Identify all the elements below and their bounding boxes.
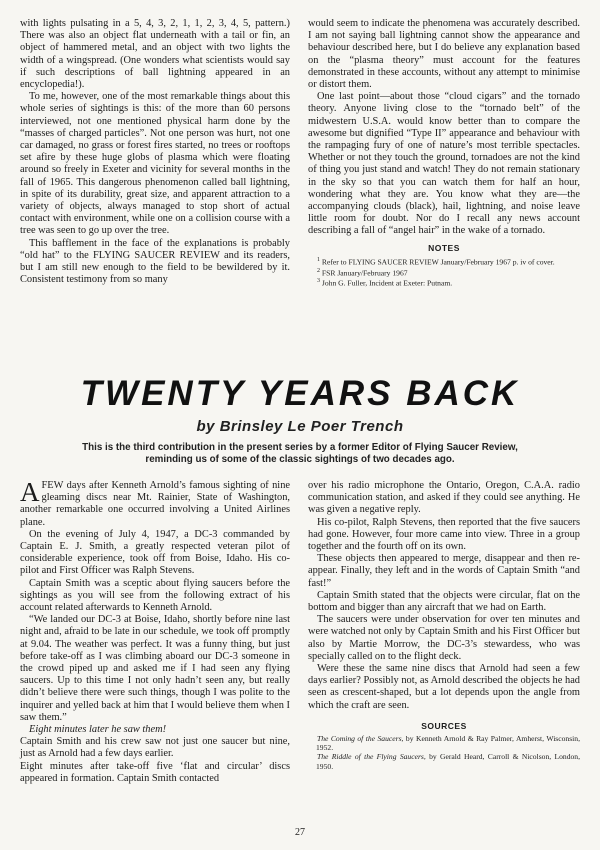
paragraph: Eight minutes after take-off five ‘flat and circular’ discs appeared in formation. Captain Smith contacted <box>20 760 290 784</box>
paragraph: “We landed our DC-3 at Boise, Idaho, shortly before nine last night and, afraid to be late in our schedule, we took off promptly at 9.04. The weather was perfect. It was a funny thing, but just before take-off as I was climbing aboard our DC-3 someone in the crowd piped up and asked me if I had seen any flying saucers. Up to this time I not only hadn’t seen any, but really didn’t believe there were such things, though I was polite to the inquirer and yelled back at him that I would believe them when I saw them.” <box>20 614 290 723</box>
note-number: 1 <box>317 256 320 263</box>
notes-heading: NOTES <box>428 242 460 253</box>
paragraph: These objects then appeared to merge, disappear and then re-appear. Finally, they left and in the words of Captain Smith “and fast!” <box>308 553 580 589</box>
source-item <box>308 752 580 770</box>
paragraph: would seem to indicate the phenomena was accurately described. I am not saying ball lightning cannot show the appearance and behaviour described here, but I do believe any explanation based on the “plasma theory” must account for the features demonstrated in these accounts, without any attempt to minimise or distort them. <box>308 18 580 91</box>
paragraph: To me, however, one of the most remarkable things about this whole series of sightings is this: of the more than 60 persons interviewed, not one mentioned physical harm done by the “masses of charged particles”. Not one person was hurt, not one car damaged, no grass or forest fires started, no trees or rooftops set afire by these huge globs of plasma which were floating around so freely in Exeter and vicinity for several months in the fall of 1965. This dangerous phenomenon called ball lightning, in spite of its durability, great size, and apparent attraction to a variety of objects, always managed to stop short of actual contact with environment, while one on a collision course with a tree was seen to go up over the tree. <box>20 91 290 237</box>
paragraph: Captain Smith was a sceptic about flying saucers before the sightings as you will see from the following extract of his account related afterwards to Kenneth Arnold. <box>20 577 290 614</box>
paragraph: with lights pulsating in a 5, 4, 3, 2, 1, 1, 2, 3, 4, 5, pattern.) There was also an object flat underneath with a tail or fin, an object of hammered metal, and an object with two lights the width of a wingspread. (One wonders what scientists would say if such descriptions of ball lightning appeared in an encyclopedia!). <box>20 18 290 91</box>
note-text: FSR January/February 1967 <box>321 268 408 278</box>
article-title: TWENTY YEARS BACK <box>80 374 520 413</box>
note-number: 3 <box>317 278 320 285</box>
new-article <box>20 477 580 810</box>
paragraph: His co-pilot, Ralph Stevens, then reported that the five saucers had gone. However, four more came into view. Three in a group together and the fourth off on its own. <box>308 516 580 553</box>
paragraph: The saucers were under observation for over ten minutes and were watched not only by Captain Smith and his First Officer but also by Martie Morrow, the DC-3’s stewardess, who was specially called on to the flight deck. <box>308 614 580 662</box>
paragraph: Captain Smith and his crew saw not just one saucer but nine, just as Arnold had a few days earlier. <box>20 736 290 760</box>
source-details: by Gerald Heard, Carroll & Nicolson, London, 1950. <box>316 752 580 771</box>
paragraph: over his radio microphone the Ontario, Oregon, C.A.A. radio communication station, and asked if they could see anything. He was given a negative reply. <box>308 480 580 516</box>
note-item <box>308 256 580 267</box>
source-item <box>308 734 580 752</box>
paragraph: On the evening of July 4, 1947, a DC-3 commanded by Captain E. J. Smith, a greatly respected veteran pilot of considerable experience, took off from Boise, Idaho. His co-pilot and First Officer was Ralph Stevens. <box>20 528 290 577</box>
paragraph <box>20 477 290 529</box>
drop-cap: A <box>20 477 40 507</box>
continued-article <box>20 18 580 358</box>
source-title: The Riddle of the Flying Saucers, <box>317 752 426 762</box>
note-item <box>308 277 580 288</box>
paragraph: Eight minutes later he saw them! <box>29 724 167 736</box>
paragraph: One last point—about those “cloud cigars” and the tornado theory. Anyone living close to the “tornado belt” of the midwestern U.S.A. would know better than to compare the awesome but dignified “Type II” appearance and behaviour with the rampaging fury of one of nature’s most terrible spectacles. Whether or not they touch the ground, tornadoes are not the kind of thing you just stand and watch! They do not remain stationary in the sky so that you can watch them for half an hour, wondering what they are. You know what they are—the accompanying clouds (black), hail, lightning, and noise leave little room for doubt. Nor do I recall any news account describing a fall of “angel hair” in the wake of a tornado. <box>308 91 580 237</box>
bottom-right-column <box>308 480 580 771</box>
sources-heading: SOURCES <box>421 720 467 731</box>
article-author: by Brinsley Le Poer Trench <box>196 418 404 435</box>
article-intro: This is the third contribution in the present series by a former Editor of Flying Saucer Review, reminding us of some of the classic sightings of two decades ago. <box>82 442 518 466</box>
note-text: John G. Fuller, Incident at Exeter: Putnam. <box>321 278 453 288</box>
top-right-column <box>308 18 580 288</box>
paragraph: Captain Smith stated that the objects were circular, flat on the bottom and bigger than any aircraft that we had on Earth. <box>308 589 580 614</box>
first-paragraph-text: FEW days after Kenneth Arnold’s famous sighting of nine gleaming discs near Mt. Rainier, State of Washington, another remarkable one occurred involving a United Airlines plane. <box>20 480 290 528</box>
page-number: 27 <box>295 827 305 838</box>
top-left-column <box>20 18 290 286</box>
source-title: The Coming of the Saucers, <box>317 734 404 744</box>
note-item <box>308 267 580 278</box>
bottom-left-column <box>20 477 290 785</box>
source-details: by Kenneth Arnold & Ray Palmer, Amherst, Wisconsin, 1952. <box>316 734 580 753</box>
note-number: 2 <box>317 267 320 274</box>
paragraph: This bafflement in the face of the explanations is probably “old hat” to the FLYING SAUCER REVIEW and its readers, but I am still new enough to the field to be bewildered by it. Consistent testimony from so many <box>20 237 290 286</box>
note-text: Refer to FLYING SAUCER REVIEW January/February 1967 p. iv of cover. <box>321 257 555 267</box>
paragraph: Were these the same nine discs that Arnold had seen a few days earlier? Possibly not, as Arnold described the objects he had seen as crescent-shaped, but a lot depends upon the angle from which the craft are seen. <box>308 663 580 711</box>
